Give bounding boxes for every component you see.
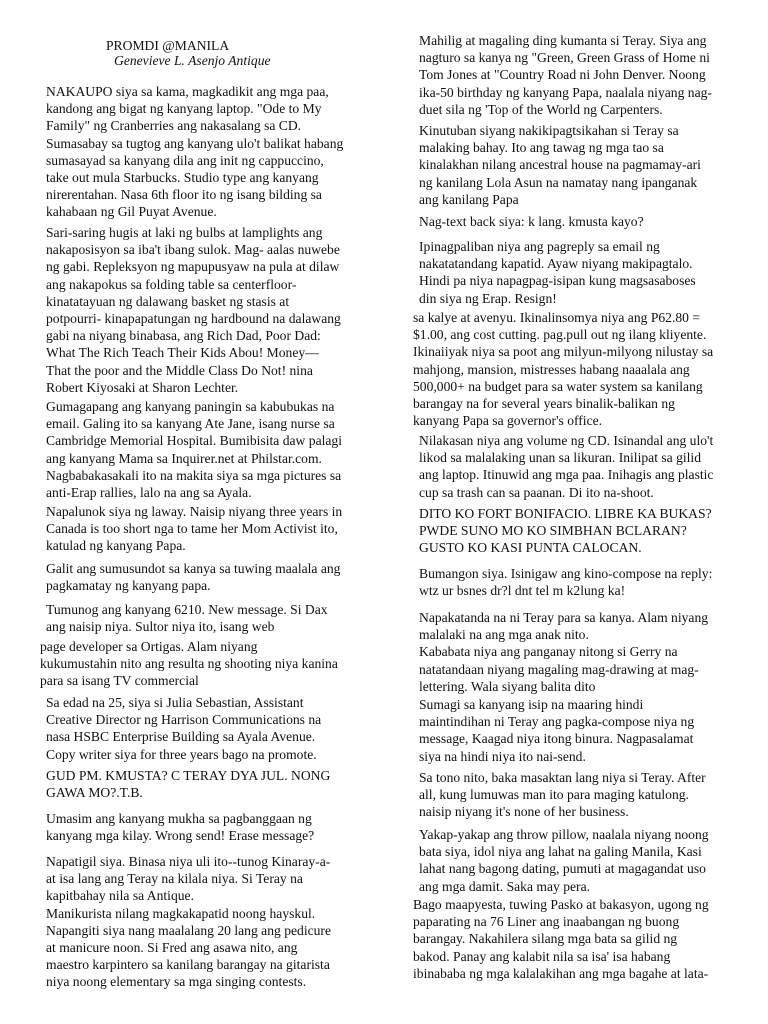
paragraph: Gumagapang ang kanyang paningin sa kabubukas na email. Galing ito sa kanyang Ate Jane, isang nurse sa Cambridge Memorial Hospital. Bumibisita daw palagi ang kanyang Mama sa Inquirer.net at Philstar.com. Nagbabakasakali ito na makita siya sa mga pictures sa anti-Erap rallies, lalo na ang sa Ayala. <box>46 399 342 501</box>
paragraph: Napalunok siya ng laway. Naisip niyang three years in Canada is too short nga to tame her Mom Activist ito, katulad ng kanyang Papa. <box>46 504 343 554</box>
paragraph: Tumunog ang kanyang 6210. New message. Si Dax ang naisip niya. Sultor niya ito, isang web <box>46 602 328 635</box>
author-line: Genevieve L. Asenjo Antique <box>114 53 271 68</box>
paragraph: Sumagi sa kanyang isip na maaring hindi maintindihan ni Teray ang pagka-compose niya ng message, Kaagad niya itong binura. Nagpasalamat siya na hindi niya ito nai-send. <box>419 697 695 764</box>
paragraph: Bago maapyesta, tuwing Pasko at bakasyon, ugong ng paparating na 76 Liner ang inaabangan ng buong barangay. Nakahilera silang mga bata sa gilid ng bakod. Panay ang kalabit nila sa isa' isa habang ibinababa ng mga kalalakihan ang mga bagahe at lata- <box>413 897 709 981</box>
paragraph: Bumangon siya. Isinigaw ang kino-compose na reply: wtz ur bsnes dr?l dnt tel m k2lung ka! <box>419 566 713 599</box>
paragraph: Sa edad na 25, siya si Julia Sebastian, Assistant Creative Director ng Harrison Communications na nasa HSBC Enterprise Building sa Ayala Avenue. Copy writer siya for three years bago na promote. <box>46 695 322 762</box>
paragraph: Umasim ang kanyang mukha sa pagbanggaan ng kanyang mga kilay. Wrong send! Erase message? <box>46 811 315 844</box>
paragraph: DITO KO FORT BONIFACIO. LIBRE KA BUKAS? PWDE SUNO MO KO SIMBHAN BCLARAN? GUSTO KO KASI PUNTA CALOCAN. <box>419 506 712 556</box>
paragraph: Kinutuban siyang nakikipagtsikahan si Teray sa malaking bahay. Ito ang tawag ng mga tao sa kinalakhan nilang ancestral house na pagmamay-ari ng kanilang Lola Asun na namatay nang ipanganak ang kanilang Papa <box>419 123 701 207</box>
paragraph: Sa tono nito, baka masaktan lang niya si Teray. After all, kung lumuwas man ito para maging katulong. naisip niyang it's none of her business. <box>419 770 706 820</box>
paragraph: Nag-text back siya: k lang. kmusta kayo? <box>419 214 644 229</box>
paragraph: Sari-saring hugis at laki ng bulbs at lamplights ang nakaposisyon sa iba't ibang sulok. Mag- aalas nuwebe ng gabi. Repleksyon ng mapupusyaw na pula at dilaw ang nakapokus sa folding table sa centerfloor- kinatatayuan ng dalawang basket ng stasis at potpourri- kinapapatungan ng hardbound na dalawang gabi na niyang binabasa, ang Rich Dad, Poor Dad: What The Rich Teach Their Kids Abou! Money— That the poor and the Middle Class Do Not! nina Robert Kiyosaki at Sharon Lechter. <box>46 225 341 395</box>
paragraph: sa kalye at avenyu. Ikinalinsomya niya ang P62.80 = $1.00, ang cost cutting. pag.pull out ng ilang kliyente. Ikinaiiyak niya sa poot ang milyun-milyong nilustay sa mahjong, mansion, mistresses habang naaalala ang 500,000+ na budget para sa water system sa kanilang barangay na for several years binalik-balikan ng kanyang Papa sa governor's office. <box>413 310 714 429</box>
paragraph: page developer sa Ortigas. Alam niyang kukumustahin nito ang resulta ng shooting niya kanina para sa isang TV commercial <box>40 639 338 689</box>
paragraph: GUD PM. KMUSTA? C TERAY DYA JUL. NONG GAWA MO?.T.B. <box>46 768 331 801</box>
article-title: PROMDI @MANILA <box>106 38 230 53</box>
paragraph: Galit ang sumusundot sa kanya sa tuwing maalala ang pagkamatay ng kanyang papa. <box>46 561 341 594</box>
paragraph: Napatigil siya. Binasa niya uli ito--tunog Kinaray-a- at isa lang ang Teray na kilala niya. Si Teray na kapitbahay nila sa Antique. Manikurista nilang magkakapatid noong hayskul. Napangiti siya nang maalalang 20 lang ang pedicure at manicure noon. Si Fred ang asawa nito, ang maestro karpintero sa kanilang barangay na gitarista niya noong elementary sa mga singing contests. <box>46 854 331 990</box>
paragraph: NAKAUPO siya sa kama, magkadikit ang mga paa, kandong ang bigat ng kanyang laptop. "Ode to My Family" ng Cranberries ang nakasalang sa CD. Sumasabay sa tugtog ang kanyang ulo't balikat habang sumasayad sa kanyang dila ang init ng cappuccino, take out mula Starbucks. Studio type ang kanyang nirerentahan. Nasa 6th floor ito ng isang bilding sa kahabaan ng Gil Puyat Avenue. <box>46 84 344 220</box>
paragraph: Ipinagpaliban niya ang pagreply sa email ng nakatatandang kapatid. Ayaw niyang makipagtalo. Hindi pa niya napagpag-isipan kung magsasaboses din siya ng Erap. Resign! <box>419 239 696 306</box>
paragraph: Yakap-yakap ang throw pillow, naalala niyang noong bata siya, idol niya ang lahat na galing Manila, Kasi lahat nang bagong dating, pumuti at magagandat uso ang mga damit. Saka may pera. <box>419 827 709 894</box>
paragraph: Napakatanda na ni Teray para sa kanya. Alam niyang malalaki na ang mga anak nito. Kababata niya ang panganay nitong si Gerry na natatandaan niyang magaling mag-drawing at mag- lettering. Wala siyang balita dito <box>419 610 709 694</box>
paragraph: Nilakasan niya ang volume ng CD. Isinandal ang ulo't likod sa malalaking unan sa likuran. Inilipat sa gilid ang laptop. Itinuwid ang mga paa. Inihagis ang plastic cup sa trash can sa paanan. Di ito na-shoot. <box>419 433 714 500</box>
paragraph: Mahilig at magaling ding kumanta si Teray. Siya ang nagturo sa kanya ng "Green, Green Grass of Home ni Tom Jones at "Country Road ni John Denver. Noong ika-50 birthday ng kanyang Papa, naalala niyang nag- duet sila ng 'Top of the World ng Carpenters. <box>419 33 712 117</box>
